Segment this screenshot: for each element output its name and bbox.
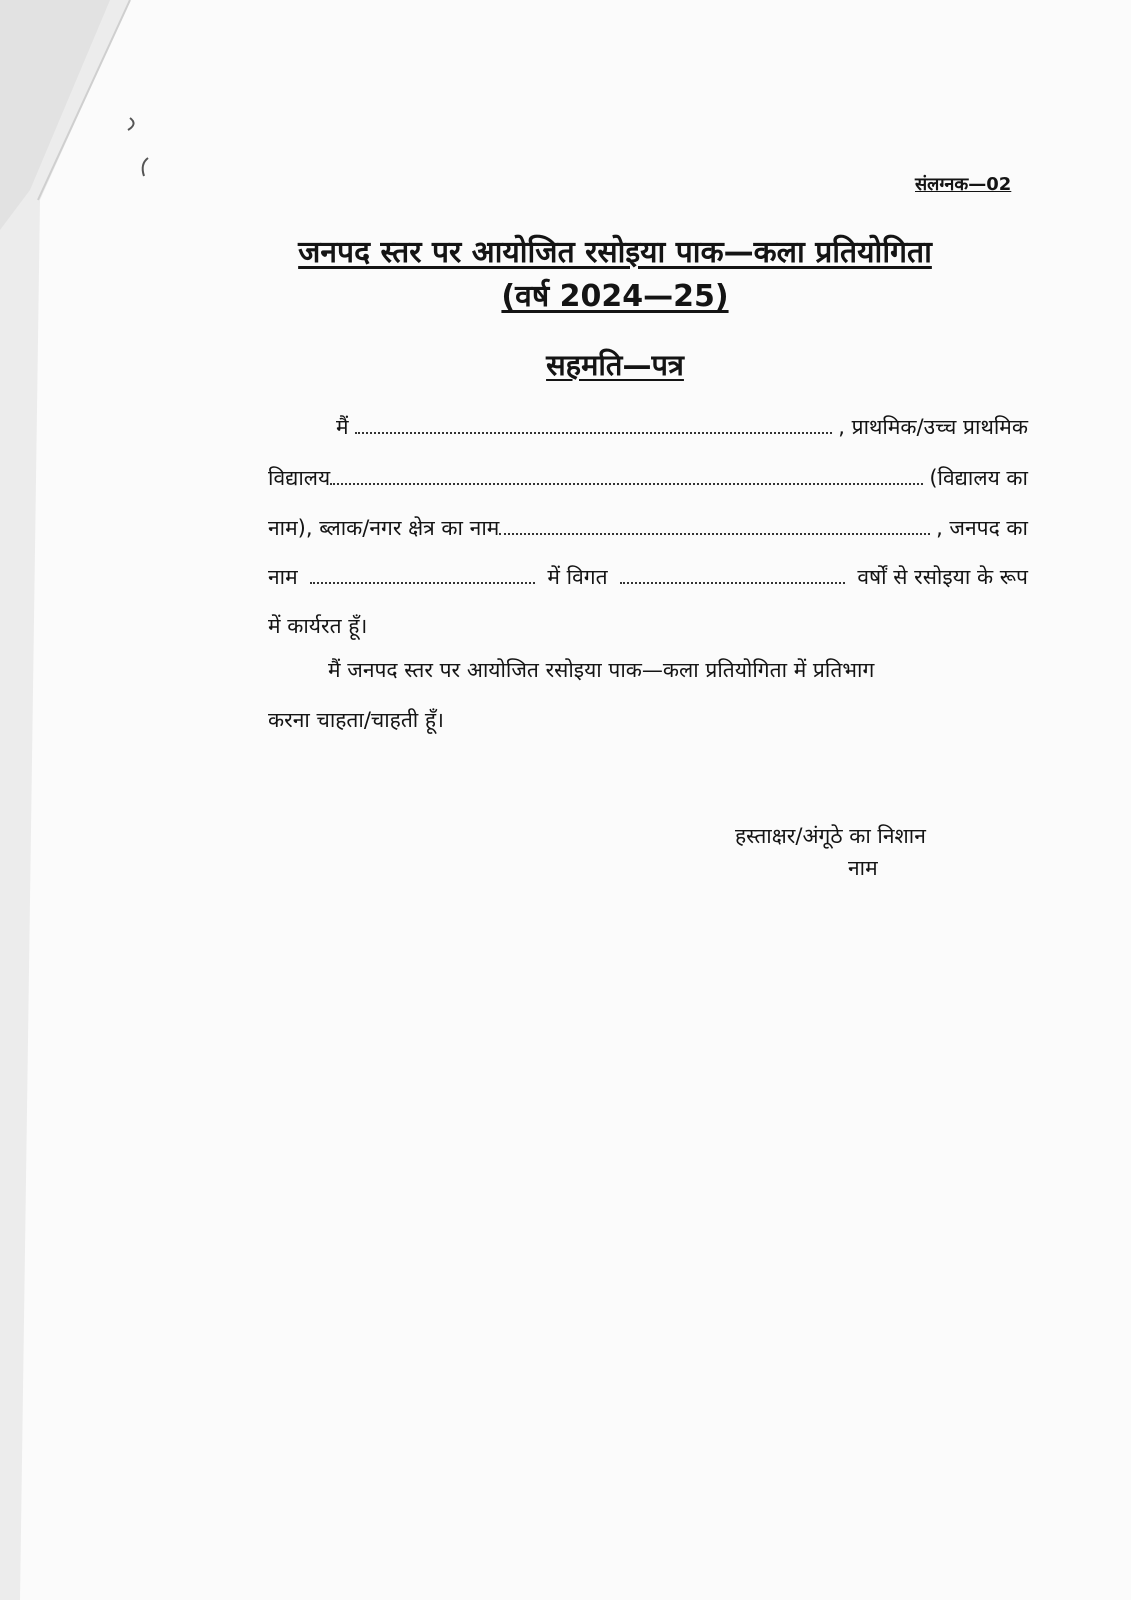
- line3-start: नाम), ब्लाक/नगर क्षेत्र का नाम: [268, 516, 500, 540]
- line4-start: नाम: [268, 565, 298, 589]
- line4-mid: में विगत: [547, 565, 608, 589]
- school-blank[interactable]: [330, 461, 923, 485]
- para1-line5: [268, 609, 1028, 643]
- para2-line1: [268, 653, 1028, 687]
- para1-line4: [268, 560, 1028, 594]
- line2-start: विद्यालय: [268, 466, 331, 490]
- para2-line1-text: मैं जनपद स्तर पर आयोजित रसोइया पाक—कला प्रतियोगिता में प्रतिभाग: [328, 658, 875, 682]
- line5-text: में कार्यरत हूँ।: [268, 614, 368, 638]
- district-blank[interactable]: [310, 560, 536, 584]
- block-blank[interactable]: [499, 511, 930, 535]
- para2-line2: [268, 703, 1028, 737]
- line4-end: वर्षों से रसोइया के रूप: [857, 565, 1028, 589]
- para1-line1: [268, 410, 1028, 444]
- signature-name-label: नाम: [848, 856, 878, 880]
- para1-line3: [268, 511, 1028, 545]
- form-title: जनपद स्तर पर आयोजित रसोइया पाक—कला प्रतियोगिता: [298, 235, 932, 270]
- line2-end: (विद्यालय का: [929, 466, 1028, 490]
- para2-line2-text: करना चाहता/चाहती हूँ।: [268, 708, 445, 732]
- name-blank[interactable]: [355, 410, 833, 434]
- signature-label: हस्ताक्षर/अंगूठे का निशान: [735, 824, 926, 848]
- form-year: (वर्ष 2024—25): [501, 279, 729, 314]
- line1-start: मैं: [336, 415, 349, 439]
- line3-end: , जनपद का: [936, 516, 1028, 540]
- line1-end: , प्राथमिक/उच्च प्राथमिक: [838, 415, 1028, 439]
- years-blank[interactable]: [620, 560, 846, 584]
- consent-heading: सहमति—पत्र: [546, 348, 684, 382]
- para1-line2: [268, 461, 1028, 495]
- annexure-label: संलग्नक—02: [915, 174, 1012, 195]
